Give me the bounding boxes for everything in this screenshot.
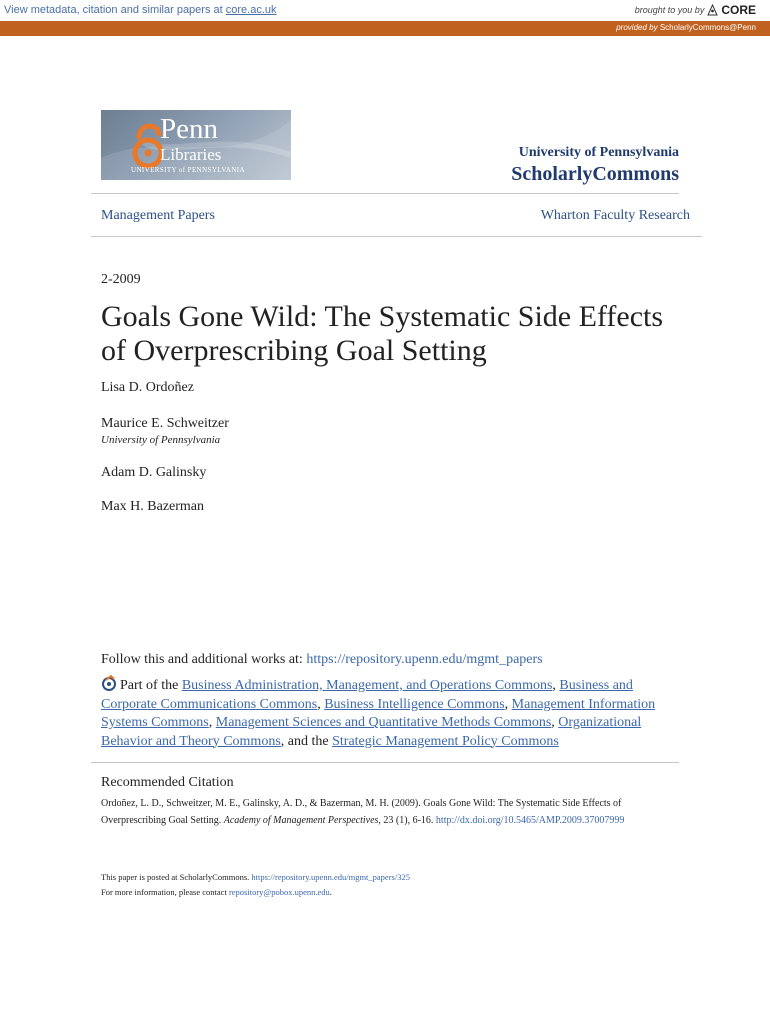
nav-management-papers[interactable]: Management Papers [101,208,215,223]
paper-title[interactable]: Goals Gone Wild: The Systematic Side Effects of Overprescribing Goal Setting [101,300,664,367]
commons-link[interactable]: Business and Corporate Communications Commons [101,678,633,712]
follow-url-link[interactable]: https://repository.upenn.edu/mgmt_papers [306,652,543,667]
citation-doi-link[interactable]: http://dx.doi.org/10.5465/AMP.2009.37007999 [435,815,625,826]
citation-heading: Recommended Citation [101,775,234,790]
posted-url-link[interactable]: https://repository.upenn.edu/mgmt_papers/325 [251,872,410,882]
core-ac-uk-link[interactable]: core.ac.uk [225,4,277,16]
core-logo-icon [707,4,718,16]
logo-university-text: UNIVERSITY of PENNSYLVANIA [131,166,245,174]
core-branding[interactable] [635,3,756,17]
commons-link[interactable]: Strategic Management Policy Commons [332,733,559,749]
provided-by-bar [0,21,770,36]
nav-divider [91,236,702,237]
provided-by-text[interactable] [616,23,756,32]
citation-text [101,795,681,829]
provided-by-source: ScholarlyCommons@Penn [659,23,756,32]
institution-name[interactable]: University of Pennsylvania [518,145,679,160]
commons-separator: , [504,696,512,712]
open-access-icon [101,675,117,691]
repository-name[interactable]: ScholarlyCommons [511,163,679,185]
posted-prefix: This paper is posted at ScholarlyCommons. [101,872,252,882]
follow-prefix: Follow this and additional works at: [101,652,307,667]
paper-date: 2-2009 [101,272,141,287]
author-name: Lisa D. Ordoñez [101,380,194,395]
core-metadata-link-text[interactable] [4,4,277,16]
author-name: Max H. Bazerman [101,499,205,514]
author-name: Maurice E. Schweitzer [101,416,229,431]
author-name: Adam D. Galinsky [101,465,207,480]
follow-line [101,652,543,668]
logo-penn-text: Penn [160,113,218,145]
commons-link[interactable]: Management Sciences and Quantitative Methods Commons [215,715,552,730]
commons-separator: , [552,678,560,693]
citation-journal: Academy of Management Perspectives [223,815,379,826]
part-of-prefix: Part of the [120,678,182,693]
header-divider [91,193,679,194]
provided-by-prefix: provided by [616,23,660,32]
penn-libraries-logo[interactable] [101,110,291,180]
contact-line [101,887,332,897]
contact-email-link[interactable]: repository@pobox.upenn.edu [228,887,330,897]
commons-link[interactable]: Organizational Behavior and Theory Commons [101,715,642,749]
part-of-commons [101,675,671,751]
citation-divider [91,762,679,763]
nav-wharton-faculty-research[interactable]: Wharton Faculty Research [540,208,690,223]
commons-and-the: , and the [280,733,333,749]
posted-at-line [101,872,410,882]
core-metadata-prefix: View metadata, citation and similar papers at [4,4,226,16]
commons-link[interactable]: Management Information Systems Commons [101,696,656,730]
citation-text-part: , 23 (1), 6-16. [378,815,436,826]
commons-separator: , [551,715,559,730]
author-affiliation: University of Pennsylvania [101,434,221,446]
brought-to-you-text: brought to you by [634,5,705,15]
core-bar [0,0,770,21]
contact-suffix: . [329,887,332,897]
commons-link[interactable]: Business Intelligence Commons [324,696,505,712]
commons-separator: , [208,715,216,730]
commons-link[interactable]: Business Administration, Management, and Operations Commons [181,678,553,693]
commons-separator: , [317,696,325,712]
core-logo-text: CORE [721,3,756,17]
logo-libraries-text: Libraries [160,145,222,164]
contact-prefix: For more information, please contact [101,887,229,897]
citation-text-part: Ordoñez, L. D., Schweitzer, M. E., Galinsky, A. D., & Bazerman, M. H. (2009). Goals Gone Wild: The Systematic Side Effects of Overprescribing Goal Setting. [101,798,622,826]
